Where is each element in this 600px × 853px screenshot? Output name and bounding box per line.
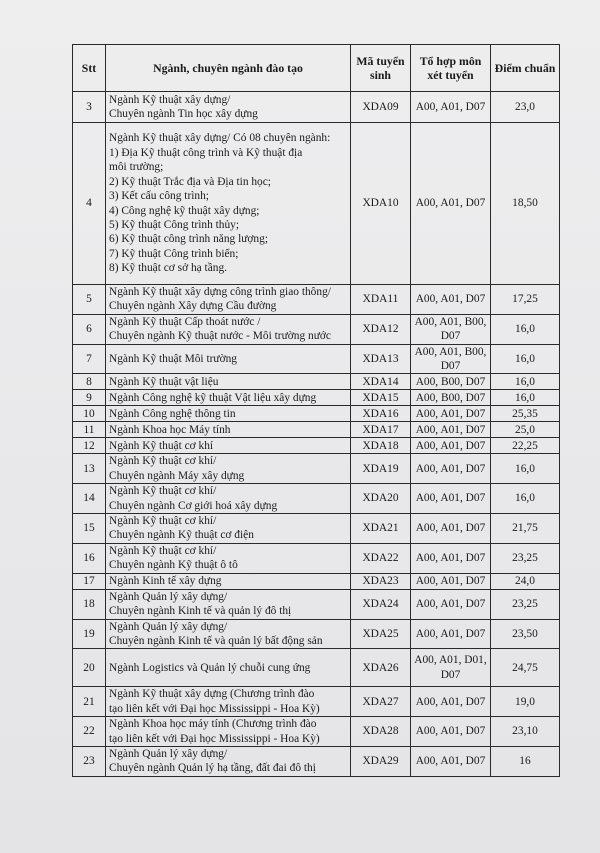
code-cell: XDA22 bbox=[351, 543, 411, 573]
major-line: 6) Kỹ thuật công trình năng lượng; bbox=[109, 233, 268, 246]
combo-cell: A00, A01, D07 bbox=[411, 484, 491, 514]
major-cell bbox=[106, 573, 351, 589]
combo-cell: A00, A01, D07 bbox=[411, 717, 491, 747]
major-line: 3) Kết cấu công trình; bbox=[109, 190, 209, 203]
stt-cell: 21 bbox=[73, 687, 106, 717]
combo-cell: A00, A01, D07 bbox=[411, 619, 491, 649]
header-combo: Tổ hợp môn xét tuyển bbox=[411, 45, 491, 92]
major-line: Ngành Kỹ thuật xây dựng/ Có 08 chuyên ngành: bbox=[109, 132, 331, 145]
combo-cell: A00, A01, D07 bbox=[411, 454, 491, 484]
stt-cell: 18 bbox=[73, 589, 106, 619]
table-row bbox=[73, 543, 560, 573]
stt-cell: 14 bbox=[73, 484, 106, 514]
score-cell: 17,25 bbox=[491, 285, 560, 315]
stt-cell: 9 bbox=[73, 390, 106, 406]
major-line: Ngành Kỹ thuật xây dựng công trình giao thông/ bbox=[109, 286, 331, 298]
table-row bbox=[73, 573, 560, 589]
combo-cell: A00, A01, B00, D07 bbox=[411, 344, 491, 374]
combo-cell: A00, B00, D07 bbox=[411, 374, 491, 390]
major-line: Ngành Quản lý xây dựng/ bbox=[109, 590, 228, 603]
score-cell: 23,10 bbox=[491, 717, 560, 747]
major-line: tạo liên kết với Đại học Mississippi - Hoa Kỳ) bbox=[109, 732, 320, 745]
table-row bbox=[73, 717, 560, 747]
major-cell bbox=[106, 484, 351, 514]
major-line: Ngành Công nghệ thông tin bbox=[109, 407, 236, 420]
combo-cell: A00, A01, D07 bbox=[411, 406, 491, 422]
combo-cell: A00, A01, D07 bbox=[411, 746, 491, 776]
major-cell bbox=[106, 438, 351, 454]
stt-cell: 20 bbox=[73, 649, 106, 687]
code-cell: XDA20 bbox=[351, 484, 411, 514]
code-cell: XDA29 bbox=[351, 746, 411, 776]
major-line: 5) Kỹ thuật Công trình thủy; bbox=[109, 218, 240, 231]
table-row bbox=[73, 687, 560, 717]
major-cell bbox=[106, 514, 351, 544]
combo-cell: A00, A01, B00, D07 bbox=[411, 314, 491, 344]
stt-cell: 19 bbox=[73, 619, 106, 649]
score-cell: 16 bbox=[491, 746, 560, 776]
score-cell: 23,50 bbox=[491, 619, 560, 649]
stt-cell: 17 bbox=[73, 573, 106, 589]
major-line: Ngành Kỹ thuật cơ khí bbox=[109, 439, 214, 452]
score-cell: 25,35 bbox=[491, 406, 560, 422]
major-cell bbox=[106, 717, 351, 747]
score-cell: 23,25 bbox=[491, 589, 560, 619]
major-line: Ngành Logistics và Quản lý chuỗi cung ứng bbox=[109, 661, 311, 674]
table-row bbox=[73, 514, 560, 544]
major-line: Ngành Công nghệ kỹ thuật Vật liệu xây dựng bbox=[109, 391, 317, 404]
stt-cell: 5 bbox=[73, 285, 106, 315]
major-cell bbox=[106, 285, 351, 315]
code-cell: XDA13 bbox=[351, 344, 411, 374]
major-line: Ngành Quản lý xây dựng/ bbox=[109, 620, 228, 633]
table-row bbox=[73, 92, 560, 123]
major-cell bbox=[106, 687, 351, 717]
code-cell: XDA15 bbox=[351, 390, 411, 406]
stt-cell: 8 bbox=[73, 374, 106, 390]
major-line: 8) Kỹ thuật cơ sở hạ tầng. bbox=[109, 262, 228, 275]
major-line: Chuyên ngành Cơ giới hoá xây dựng bbox=[109, 499, 278, 512]
score-cell: 18,50 bbox=[491, 123, 560, 285]
major-cell bbox=[106, 422, 351, 438]
major-cell bbox=[106, 390, 351, 406]
major-line: 4) Công nghệ kỹ thuật xây dựng; bbox=[109, 204, 260, 217]
major-line: Chuyên ngành Máy xây dựng bbox=[109, 469, 245, 482]
code-cell: XDA17 bbox=[351, 422, 411, 438]
score-cell: 16,0 bbox=[491, 484, 560, 514]
score-cell: 16,0 bbox=[491, 390, 560, 406]
table-row bbox=[73, 438, 560, 454]
major-cell bbox=[106, 314, 351, 344]
combo-cell: A00, B00, D07 bbox=[411, 390, 491, 406]
table-row bbox=[73, 589, 560, 619]
code-cell: XDA14 bbox=[351, 374, 411, 390]
major-line: Chuyên ngành Kỹ thuật nước - Môi trường nước bbox=[109, 330, 331, 343]
major-cell bbox=[106, 543, 351, 573]
score-cell: 16,0 bbox=[491, 374, 560, 390]
major-line: Ngành Kinh tế xây dựng bbox=[109, 574, 222, 587]
table-row bbox=[73, 422, 560, 438]
score-cell: 22,25 bbox=[491, 438, 560, 454]
score-cell: 16,0 bbox=[491, 344, 560, 374]
major-cell bbox=[106, 589, 351, 619]
major-line: Chuyên ngành Kỹ thuật ô tô bbox=[109, 559, 238, 572]
major-cell bbox=[106, 649, 351, 687]
code-cell: XDA23 bbox=[351, 573, 411, 589]
score-cell: 23,0 bbox=[491, 92, 560, 123]
stt-cell: 3 bbox=[73, 92, 106, 123]
major-cell bbox=[106, 454, 351, 484]
score-cell: 23,25 bbox=[491, 543, 560, 573]
combo-cell: A00, A01, D07 bbox=[411, 422, 491, 438]
stt-cell: 10 bbox=[73, 406, 106, 422]
major-line: Ngành Khoa học máy tính (Chương trình đào bbox=[109, 718, 317, 731]
major-line: Chuyên ngành Kinh tế và quản lý bất động sản bbox=[109, 634, 323, 647]
major-cell bbox=[106, 406, 351, 422]
major-line: Chuyên ngành Xây dựng Cầu đường bbox=[109, 300, 277, 313]
table-row bbox=[73, 406, 560, 422]
code-cell: XDA09 bbox=[351, 92, 411, 123]
table-row bbox=[73, 746, 560, 776]
stt-cell: 12 bbox=[73, 438, 106, 454]
major-cell bbox=[106, 123, 351, 285]
header-major: Ngành, chuyên ngành đào tạo bbox=[106, 45, 351, 92]
header-score: Điểm chuẩn bbox=[491, 45, 560, 92]
combo-cell: A00, A01, D07 bbox=[411, 543, 491, 573]
major-line: Ngành Khoa học Máy tính bbox=[109, 423, 231, 436]
major-cell bbox=[106, 746, 351, 776]
code-cell: XDA25 bbox=[351, 619, 411, 649]
combo-cell: A00, A01, D07 bbox=[411, 438, 491, 454]
major-line: môi trường; bbox=[109, 161, 164, 174]
header-code: Mã tuyển sinh bbox=[351, 45, 411, 92]
code-cell: XDA18 bbox=[351, 438, 411, 454]
major-line: Ngành Kỹ thuật vật liệu bbox=[109, 375, 219, 388]
major-line: Ngành Kỹ thuật Cấp thoát nước / bbox=[109, 315, 261, 328]
major-line: 1) Địa Kỹ thuật công trình và Kỹ thuật địa bbox=[109, 146, 303, 159]
table-row bbox=[73, 649, 560, 687]
stt-cell: 16 bbox=[73, 543, 106, 573]
code-cell: XDA21 bbox=[351, 514, 411, 544]
stt-cell: 11 bbox=[73, 422, 106, 438]
admission-score-table bbox=[72, 44, 560, 777]
major-line: Ngành Kỹ thuật cơ khí/ bbox=[109, 515, 217, 528]
combo-cell: A00, A01, D07 bbox=[411, 573, 491, 589]
table-row bbox=[73, 344, 560, 374]
table-row bbox=[73, 123, 560, 285]
table-row bbox=[73, 314, 560, 344]
major-cell bbox=[106, 92, 351, 123]
major-line: Chuyên ngành Kinh tế và quản lý đô thị bbox=[109, 605, 292, 618]
major-line: Chuyên ngành Kỹ thuật cơ điện bbox=[109, 529, 254, 542]
score-cell: 16,0 bbox=[491, 454, 560, 484]
code-cell: XDA26 bbox=[351, 649, 411, 687]
major-line: 7) Kỹ thuật Công trình biển; bbox=[109, 247, 239, 260]
table-row bbox=[73, 454, 560, 484]
code-cell: XDA11 bbox=[351, 285, 411, 315]
stt-cell: 6 bbox=[73, 314, 106, 344]
major-line: Ngành Kỹ thuật Môi trường bbox=[109, 352, 237, 365]
table-row bbox=[73, 374, 560, 390]
code-cell: XDA27 bbox=[351, 687, 411, 717]
combo-cell: A00, A01, D07 bbox=[411, 687, 491, 717]
major-cell bbox=[106, 619, 351, 649]
major-cell bbox=[106, 374, 351, 390]
major-line: Ngành Kỹ thuật cơ khí/ bbox=[109, 485, 217, 498]
stt-cell: 13 bbox=[73, 454, 106, 484]
table-row bbox=[73, 285, 560, 315]
major-line: tạo liên kết với Đại học Mississippi - Hoa Kỳ) bbox=[109, 702, 320, 715]
major-line: Chuyên ngành Quản lý hạ tầng, đất đai đô thị bbox=[109, 762, 316, 775]
stt-cell: 7 bbox=[73, 344, 106, 374]
code-cell: XDA28 bbox=[351, 717, 411, 747]
table-row bbox=[73, 390, 560, 406]
table-row bbox=[73, 484, 560, 514]
combo-cell: A00, A01, D01, D07 bbox=[411, 649, 491, 687]
major-cell bbox=[106, 344, 351, 374]
stt-cell: 23 bbox=[73, 746, 106, 776]
major-line: Ngành Kỹ thuật cơ khí/ bbox=[109, 544, 217, 557]
code-cell: XDA10 bbox=[351, 123, 411, 285]
code-cell: XDA19 bbox=[351, 454, 411, 484]
major-line: Chuyên ngành Tin học xây dựng bbox=[109, 108, 258, 120]
major-line: Ngành Quản lý xây dựng/ bbox=[109, 747, 228, 760]
score-cell: 19,0 bbox=[491, 687, 560, 717]
code-cell: XDA12 bbox=[351, 314, 411, 344]
stt-cell: 22 bbox=[73, 717, 106, 747]
stt-cell: 4 bbox=[73, 123, 106, 285]
header-stt: Stt bbox=[73, 45, 106, 92]
score-cell: 25,0 bbox=[491, 422, 560, 438]
major-line: Ngành Kỹ thuật cơ khí/ bbox=[109, 455, 217, 468]
table-row bbox=[73, 619, 560, 649]
header-row bbox=[73, 45, 560, 92]
code-cell: XDA24 bbox=[351, 589, 411, 619]
major-line: 2) Kỹ thuật Trắc địa và Địa tin học; bbox=[109, 175, 271, 188]
combo-cell: A00, A01, D07 bbox=[411, 123, 491, 285]
combo-cell: A00, A01, D07 bbox=[411, 285, 491, 315]
major-line: Ngành Kỹ thuật xây dựng (Chương trình đào bbox=[109, 688, 315, 701]
stt-cell: 15 bbox=[73, 514, 106, 544]
score-cell: 16,0 bbox=[491, 314, 560, 344]
code-cell: XDA16 bbox=[351, 406, 411, 422]
score-cell: 24,0 bbox=[491, 573, 560, 589]
major-line: Ngành Kỹ thuật xây dựng/ bbox=[109, 93, 231, 106]
score-cell: 24,75 bbox=[491, 649, 560, 687]
combo-cell: A00, A01, D07 bbox=[411, 92, 491, 123]
combo-cell: A00, A01, D07 bbox=[411, 514, 491, 544]
score-cell: 21,75 bbox=[491, 514, 560, 544]
table-body bbox=[73, 92, 560, 777]
combo-cell: A00, A01, D07 bbox=[411, 589, 491, 619]
